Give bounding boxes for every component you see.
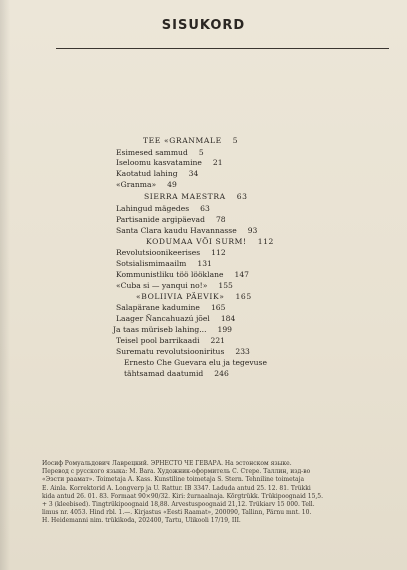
toc-item	[116, 215, 226, 225]
imprint-line: H. Heidemanni nim. trükikoda, 202400, Tartu, Ülikooli 17/19, III.	[42, 517, 241, 525]
toc-item	[124, 358, 278, 368]
toc-item	[116, 347, 250, 357]
title-rule	[56, 48, 389, 49]
toc-title: Kommunistliku töö lööklane	[116, 270, 224, 279]
toc-section-heading	[136, 292, 252, 302]
toc-item	[116, 270, 249, 280]
toc-page-number: 199	[217, 325, 232, 334]
toc-page-number: 112	[211, 248, 226, 257]
toc-item	[116, 314, 235, 324]
imprint-line: Иосиф Ромуальдович Лаврецкий. ЭРНЕСТО ЧЕ ГЕВАРА. На эстонском языке.	[42, 460, 292, 467]
toc-page-number: 165	[210, 303, 226, 312]
toc-title: Santa Clara kaudu Havannasse	[116, 226, 237, 235]
toc-page-number: 63	[236, 192, 248, 201]
toc-section-heading	[144, 192, 248, 202]
toc-title: TEE «GRANMALE	[143, 136, 222, 145]
toc-section-heading	[146, 237, 274, 247]
toc-title: «Cuba si — yanqui no!»	[116, 281, 208, 290]
toc-item	[116, 259, 212, 269]
toc-title: Partisanide argipäevad	[116, 215, 205, 224]
toc-page-number: 221	[210, 336, 226, 345]
toc-item	[116, 336, 225, 346]
toc-item	[116, 158, 223, 168]
toc-page-number: 93	[247, 226, 258, 235]
toc-title: Revolutsioonikeerises	[116, 248, 201, 257]
toc-section-heading	[143, 136, 238, 146]
toc-item	[116, 204, 210, 214]
toc-page-number: 63	[200, 204, 210, 213]
page-title: SISUKORD	[161, 18, 246, 33]
toc-title: Teisel pool barrikaadi	[116, 336, 200, 345]
imprint-line: E. Ainla. Korrektorid A. Longverp ja U. Rattur. IB 3347. Laduda antud 25. 12. 81. Trükki	[42, 484, 311, 492]
toc-page-number: 5	[198, 148, 204, 157]
toc-item	[116, 281, 233, 291]
toc-title: Kaotatud lahing	[116, 169, 178, 178]
toc-title: tähtsamad daatumid	[124, 369, 204, 378]
toc-page-number: 184	[220, 314, 236, 323]
toc-title: «BOLIIVIA PÄEVIK»	[136, 292, 225, 301]
toc-title: Surematu revolutsiooniritus	[116, 347, 225, 356]
toc-page-number: 155	[218, 281, 233, 290]
toc-item	[116, 226, 257, 236]
toc-title: Sotsialismimaailm	[116, 259, 187, 268]
toc-title: Ernesto Che Guevara elu ja tegevuse	[124, 358, 267, 367]
toc-item	[116, 148, 204, 158]
imprint-block	[42, 460, 400, 526]
toc-page-number: 5	[232, 136, 239, 145]
imprint-line: Перевод с русского языка: M. Bara. Художник-оформитель С. Стере. Таллин, изд-во	[42, 468, 311, 476]
toc-page-number: 246	[214, 369, 229, 378]
toc-item	[116, 169, 198, 179]
toc-item	[116, 303, 225, 313]
toc-title: Iseloomu kasvatamine	[116, 158, 202, 167]
toc-page-number: 49	[167, 180, 177, 189]
toc-page-number: 165	[235, 292, 252, 301]
toc-item	[116, 248, 226, 258]
imprint-line: + 3 (kleebised). Tingtrükipoognaid 18,88. Arvestuspoognaid 21,12. Trükiarv 15 000. Tell.	[42, 501, 315, 509]
toc-page-number: 233	[235, 347, 250, 356]
toc-item	[113, 325, 232, 335]
toc-page-number: 147	[234, 270, 249, 279]
toc-item	[116, 180, 177, 190]
imprint-line: limus nr. 4053. Hind rbl. 1.—. Kirjastus «Eesti Raamat», 200090, Tallinn, Pärnu mnt. 10.	[42, 509, 312, 517]
toc-title: Esimesed sammud	[116, 148, 188, 157]
imprint-line: «Ээсти раамат». Toimetaja A. Kass. Kunstiline toimetaja S. Stern. Tehniline toimetaja	[42, 476, 305, 484]
toc-title: KODUMAA VÕI SURM!	[146, 237, 247, 246]
toc-title: Ja taas müriseb lahing...	[113, 325, 207, 334]
toc-item	[124, 369, 229, 379]
imprint-line: kida antud 26. 01. 83. Formaat 90×90/32. Kiri: žurnaalnaja. Kõrgtrükk. Trükipoognaid 15,5.	[42, 492, 324, 500]
toc-page-number: 112	[257, 237, 274, 246]
toc-title: Lahingud mägedes	[116, 204, 190, 213]
toc-page-number: 21	[212, 158, 223, 167]
toc-title: Salapärane kadumine	[116, 303, 200, 312]
toc-page-number: 78	[215, 215, 226, 224]
toc-page-number: 34	[188, 169, 199, 178]
toc-title: «Granma»	[116, 180, 157, 189]
toc-title: SIERRA MAESTRA	[144, 192, 226, 201]
toc-page-number: 131	[197, 259, 212, 268]
toc-title: Laager Ñancahuazú jõel	[116, 314, 210, 323]
